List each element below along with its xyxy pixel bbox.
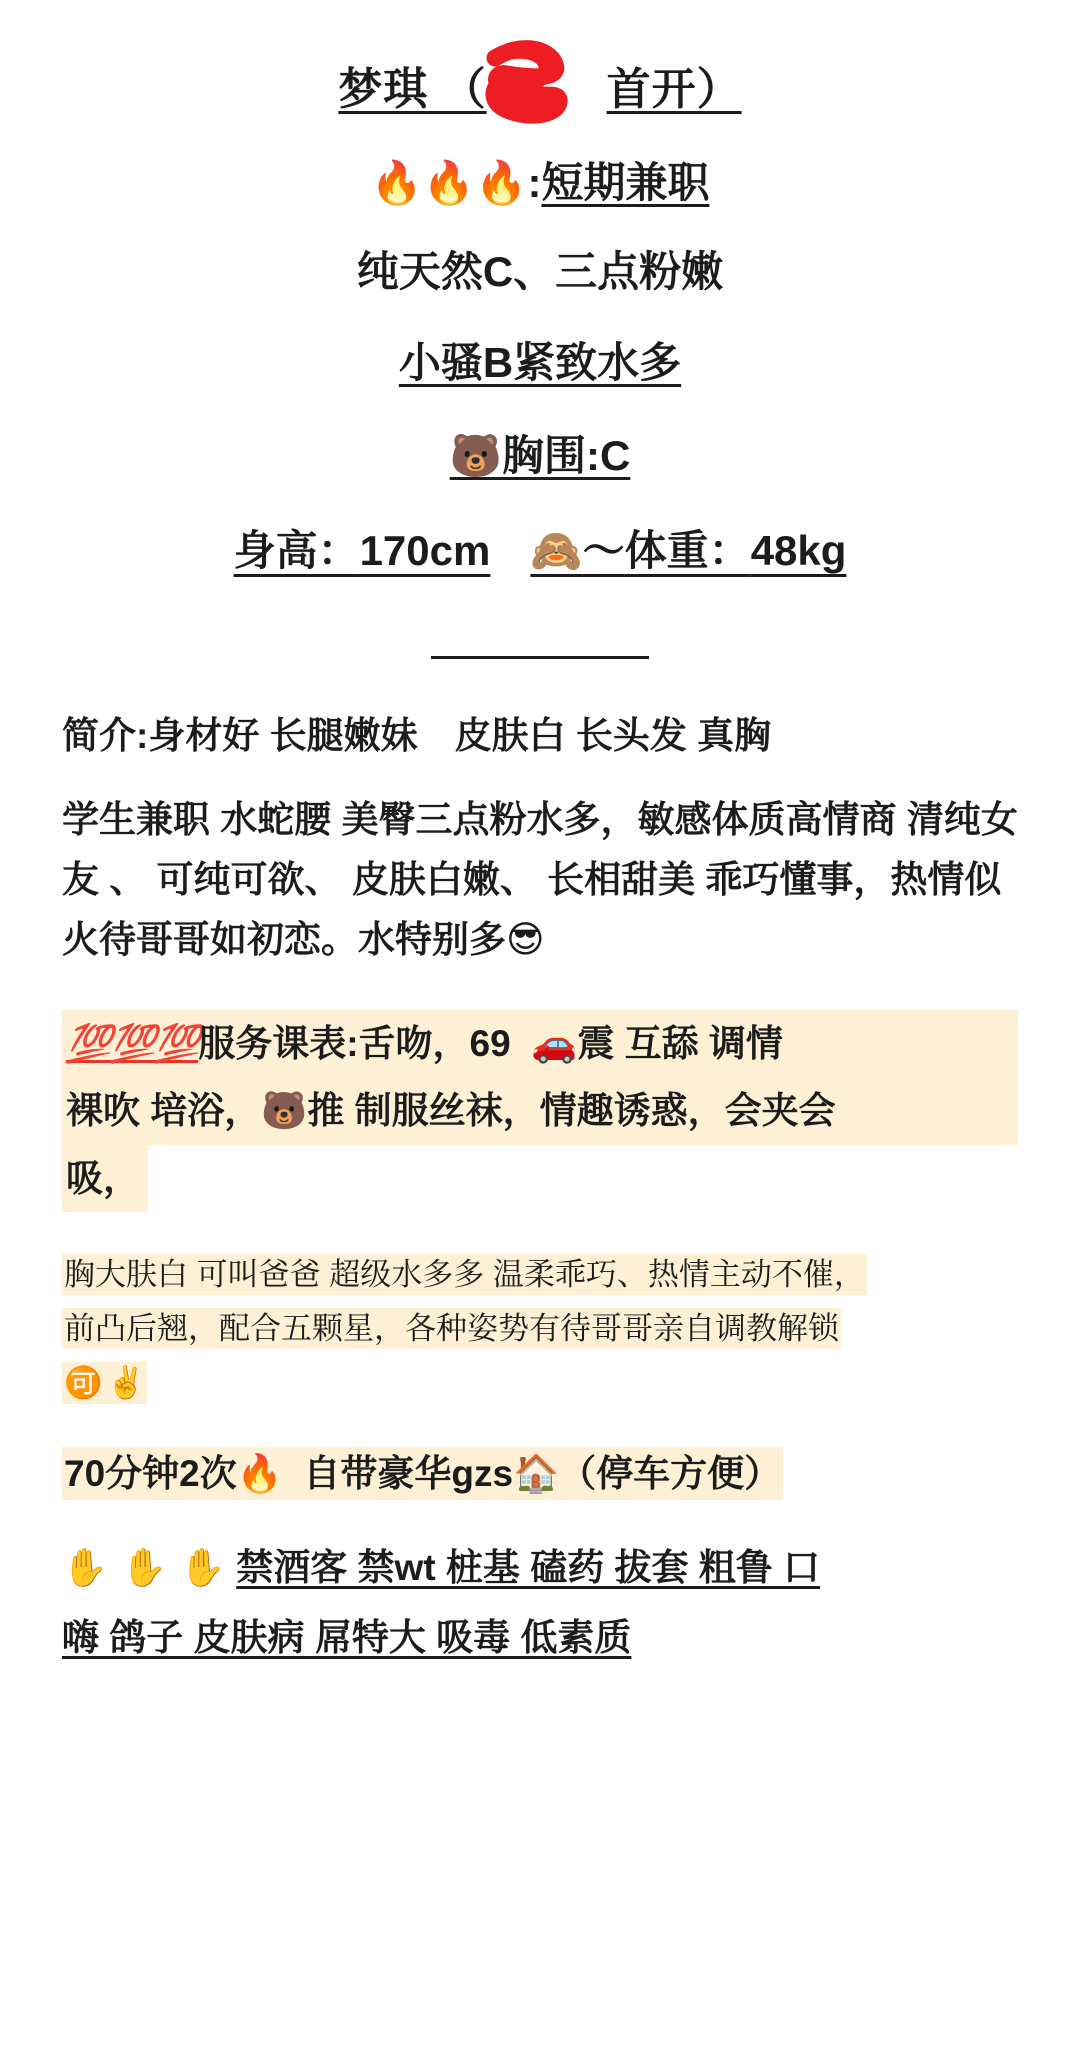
deal-text-2: 自带豪华gzs: [303, 1453, 514, 1495]
intro-text-2: 学生兼职 水蛇腰 美臀三点粉水多，敏感体质高情商 清纯女友 、 可纯可欲、 皮肤白嫩、 长相甜美 乖巧懂事，热情似火待哥哥如初恋。水特别多: [62, 799, 1018, 961]
height-value: 170cm: [359, 527, 491, 575]
restrictions-text-1: 禁酒客 禁wt 桩基 磕药 拔套 粗鲁 口: [236, 1546, 821, 1588]
service-section: [62, 1010, 1018, 1212]
intro-text-1: 身材好 长腿嫩妹 皮肤白 长头发 真胸: [148, 715, 772, 757]
description-text-1: 胸大肤白 可叫爸爸 超级水多多 温柔乖巧、热情主动不催，: [62, 1254, 867, 1295]
bust-line: [450, 424, 631, 487]
intro-label: 简介:: [62, 715, 149, 757]
service-label: 服务课表:: [198, 1023, 359, 1065]
intro-section: [62, 706, 1018, 970]
see-no-evil-monkey-icon: 🙈: [530, 526, 583, 576]
service-line-3: [62, 1145, 1018, 1212]
house-icon: 🏠: [513, 1452, 560, 1496]
feature-line-2: 小骚B紧致水多: [398, 339, 682, 387]
service-row-2: [62, 1077, 1018, 1144]
intro-line-2: [62, 790, 1018, 970]
deal-section: [62, 1444, 1018, 1503]
description-line-1: [62, 1248, 1018, 1302]
service-text-2b: 推 制服丝袜，情趣诱惑，会夹会: [307, 1090, 836, 1132]
sunglasses-icon: 😎: [506, 918, 545, 962]
bust-line-wrap: [62, 394, 1018, 487]
fire-icon: 🔥🔥🔥: [370, 158, 528, 208]
tagline-separator: :: [527, 159, 542, 207]
service-text-3: 吸，: [66, 1157, 140, 1199]
restrictions-section: [62, 1538, 1018, 1668]
weight-value: 48kg: [750, 527, 847, 575]
tilde: ～: [582, 527, 625, 575]
title-prefix: 梦琪 （: [338, 65, 487, 114]
bear-icon: 🐻: [449, 431, 502, 481]
tagline-text: 短期兼职: [541, 159, 710, 207]
description-text-2: 前凸后翘，配合五颗星，各种姿势有待哥哥亲自调教解锁: [62, 1308, 841, 1349]
title-suffix: 首开）: [606, 65, 742, 114]
service-text-1a: 舌吻，69: [358, 1023, 511, 1065]
height-label: 身高：: [233, 527, 360, 575]
stats-line: [228, 519, 853, 582]
service-row-1: [62, 1010, 1018, 1077]
victory-hand-icon: ✌️: [105, 1362, 148, 1404]
divider-wrapper: [62, 648, 1018, 666]
accept-button-icon: 🉑: [62, 1362, 105, 1404]
hundred-points-icon: 💯💯💯: [66, 1022, 199, 1066]
raised-hand-icon: ✋ ✋ ✋: [62, 1545, 226, 1589]
bear-icon-2: 🐻: [261, 1089, 308, 1133]
tagline-short-term: [62, 151, 1018, 214]
deal-text-1: 70分钟2次: [64, 1453, 237, 1495]
bust-text: 胸围:C: [501, 432, 631, 480]
car-icon: 🚗: [531, 1022, 578, 1066]
stats-line-wrap: [62, 487, 1018, 582]
service-line-1: [62, 1010, 1018, 1077]
description-line-2: [62, 1302, 1018, 1356]
post-header: [62, 60, 1018, 582]
service-text-2a: 裸吹 培浴，: [66, 1090, 262, 1132]
title-wrapper: [338, 60, 741, 119]
deal-text-3: （停车方便）: [559, 1453, 782, 1495]
page-title: [338, 60, 741, 119]
restrictions-text-2: 嗨 鸽子 皮肤病 屌特大 吸毒 低素质: [62, 1616, 632, 1658]
service-row-3: [62, 1145, 1018, 1212]
service-line-2: [62, 1077, 1018, 1144]
fire-icon-2: 🔥: [236, 1452, 283, 1496]
service-text-1b: 震 互舔 调情: [577, 1023, 783, 1065]
description-section: [62, 1248, 1018, 1411]
restrictions-line-1: [62, 1538, 1018, 1598]
description-line-3: [62, 1356, 1018, 1410]
weight-label: 体重：: [624, 527, 751, 575]
feature-line-2-wrap: [62, 303, 1018, 394]
feature-line-1: 纯天然C、三点粉嫩: [356, 248, 724, 296]
intro-line-1: [62, 706, 1018, 766]
deal-row: [62, 1447, 783, 1500]
horizontal-divider: [431, 656, 649, 659]
restrictions-line-2: [62, 1608, 1018, 1668]
